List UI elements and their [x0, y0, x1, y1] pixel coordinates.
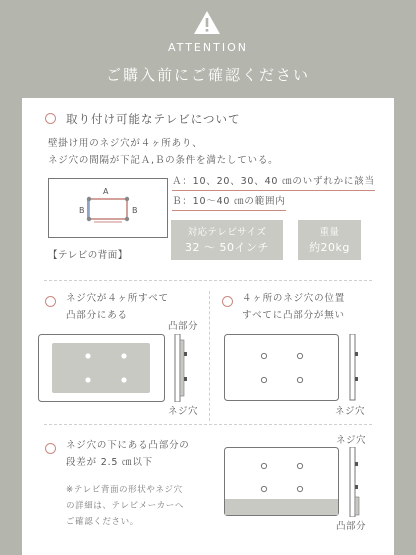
section2-right-line2: すべてに凸部分が無い: [242, 310, 345, 321]
tv-size-value: 32 ～ 50インチ: [185, 241, 269, 254]
condition-b: Ｂ：10～40 ㎝の範囲内: [172, 194, 286, 211]
label-protrusion: 凸部分: [168, 321, 199, 332]
label-b-left: B: [79, 206, 85, 215]
attention-label: ATTENTION: [168, 41, 248, 54]
header: [0, 0, 416, 98]
weight-value: 約20kg: [309, 241, 350, 254]
divider-1: [44, 280, 372, 281]
tv-size-badge: [171, 220, 283, 260]
label-screw-hole-right: ネジ穴: [335, 406, 366, 417]
section2-right-line1: ４ヶ所のネジ穴の位置: [242, 293, 346, 304]
label-screw-hole: ネジ穴: [168, 406, 199, 417]
tv-back-caption: 【テレビの背面】: [48, 250, 128, 261]
section1-desc-line1: 壁掛け用のネジ穴が４ヶ所あり、: [48, 138, 203, 149]
warning-icon: [193, 10, 221, 35]
section3-line1: ネジ穴の下にある凸部分の: [66, 440, 190, 451]
section3-line2: 段差が 2.5 ㎝以下: [66, 457, 153, 468]
weight-badge: [298, 220, 361, 260]
label-b-right: B: [132, 206, 138, 215]
ok-circle-icon: [45, 443, 56, 454]
label-a: A: [103, 187, 109, 196]
ok-circle-icon: [222, 296, 233, 307]
tv-diagram-step: [224, 447, 362, 517]
condition-a: Ａ：10、20、30、40 ㎝のいずれかに該当: [172, 174, 375, 191]
label-screw-hole-s3: ネジ穴: [336, 435, 367, 446]
section1-desc-line2: ネジ穴の間隔が下記Ａ,Ｂの条件を満たしている。: [48, 155, 279, 166]
section1-title: 取り付け可能なテレビについて: [66, 112, 241, 126]
ok-circle-icon: [45, 296, 56, 307]
tv-diagram-all-protruding: [38, 334, 196, 402]
section3-note2: の詳細は、テレビメーカーへ: [66, 501, 184, 511]
page-title: ご購入前にご確認ください: [105, 66, 310, 84]
tv-diagram-no-protrusion: [224, 334, 362, 402]
divider-vertical: [209, 291, 210, 421]
info-card: [22, 98, 394, 555]
section3-note1: ※テレビ背面の形状やネジ穴: [66, 485, 183, 495]
divider-2: [44, 424, 372, 425]
weight-label: 重量: [319, 227, 340, 238]
section3-note3: ご確認ください。: [66, 517, 139, 527]
section2-left-line2: 凸部分にある: [66, 310, 128, 321]
tv-size-label: 対応テレビサイズ: [187, 227, 267, 238]
section2-left-line1: ネジ穴が４ヶ所すべて: [66, 293, 169, 304]
ok-circle-icon: [45, 113, 56, 124]
label-protrusion-s3: 凸部分: [336, 521, 367, 532]
